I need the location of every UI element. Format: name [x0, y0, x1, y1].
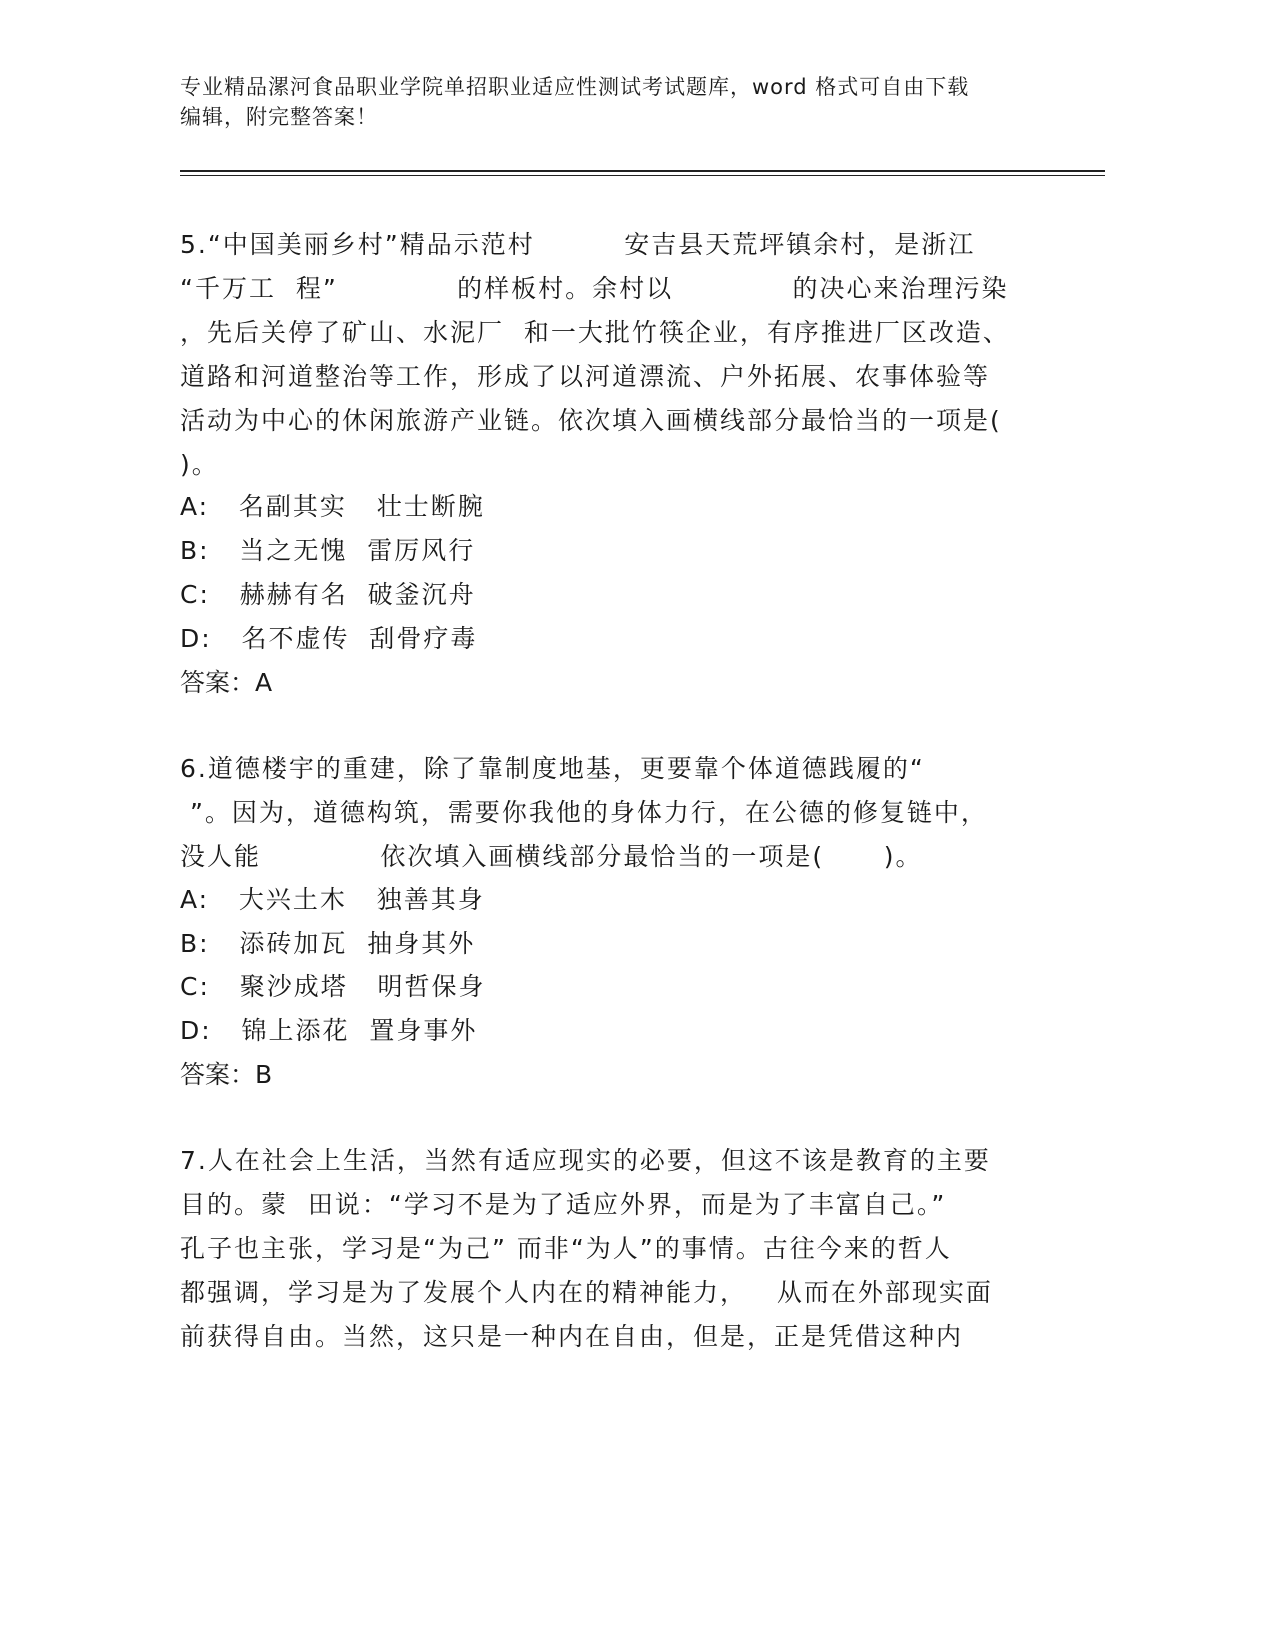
option-c: C: 赫赫有名 破釜沉舟 — [180, 580, 476, 609]
question-line: 前获得自由。当然，这只是一种内在自由，但是，正是凭借这种内 — [180, 1322, 964, 1351]
option-b: B: 当之无愧 雷厉风行 — [180, 536, 476, 565]
option-d: D: 名不虚传 刮骨疗毒 — [180, 624, 478, 653]
question-line: 5.“中国美丽乡村”精品示范村 安吉县天荒坪镇余村，是浙江 — [180, 230, 976, 259]
question-line: 没人能 依次填入画横线部分最恰当的一项是( )。 — [180, 842, 923, 871]
question-line: 道路和河道整治等工作，形成了以河道漂流、户外拓展、农事体验等 — [180, 362, 991, 391]
question-line: 7.人在社会上生活，当然有适应现实的必要，但这不该是教育的主要 — [180, 1146, 991, 1175]
answer: 答案：A — [180, 668, 273, 697]
option-b: B: 添砖加瓦 抽身其外 — [180, 929, 476, 958]
question-line: 目的。蒙 田说：“学习不是为了适应外界，而是为了丰富自己。” — [180, 1190, 947, 1219]
document-header — [180, 72, 1080, 132]
option-d: D: 锦上添花 置身事外 — [180, 1016, 478, 1045]
header-line-1: 专业精品漯河食品职业学院单招职业适应性测试考试题库，word 格式可自由下载 — [180, 75, 970, 99]
question-line: ，先后关停了矿山、水泥厂 和一大批竹筷企业，有序推进厂区改造、 — [180, 318, 1010, 347]
question-line: “千万工 程” 的样板村。余村以 的决心来治理污染 — [180, 274, 1009, 303]
option-a: A: 名副其实 壮士断腕 — [180, 492, 485, 521]
question-line: )。 — [180, 450, 219, 479]
header-divider-thin — [180, 175, 1105, 176]
question-line: ”。因为，道德构筑，需要你我他的身体力行，在公德的修复链中， — [180, 798, 988, 827]
question-line: 都强调，学习是为了发展个人内在的精神能力， 从而在外部现实面 — [180, 1278, 993, 1307]
question-line: 6.道德楼宇的重建，除了靠制度地基，更要靠个体道德践履的“ — [180, 754, 925, 783]
question-line: 孔子也主张，学习是“为己” 而非“为人”的事情。古往今来的哲人 — [180, 1234, 952, 1263]
answer: 答案：B — [180, 1060, 273, 1089]
option-c: C: 聚沙成塔 明哲保身 — [180, 972, 486, 1001]
question-line: 活动为中心的休闲旅游产业链。依次填入画横线部分最恰当的一项是( — [180, 406, 1002, 435]
header-line-2: 编辑，附完整答案！ — [180, 105, 378, 129]
header-divider — [180, 170, 1105, 172]
option-a: A: 大兴土木 独善其身 — [180, 885, 485, 914]
